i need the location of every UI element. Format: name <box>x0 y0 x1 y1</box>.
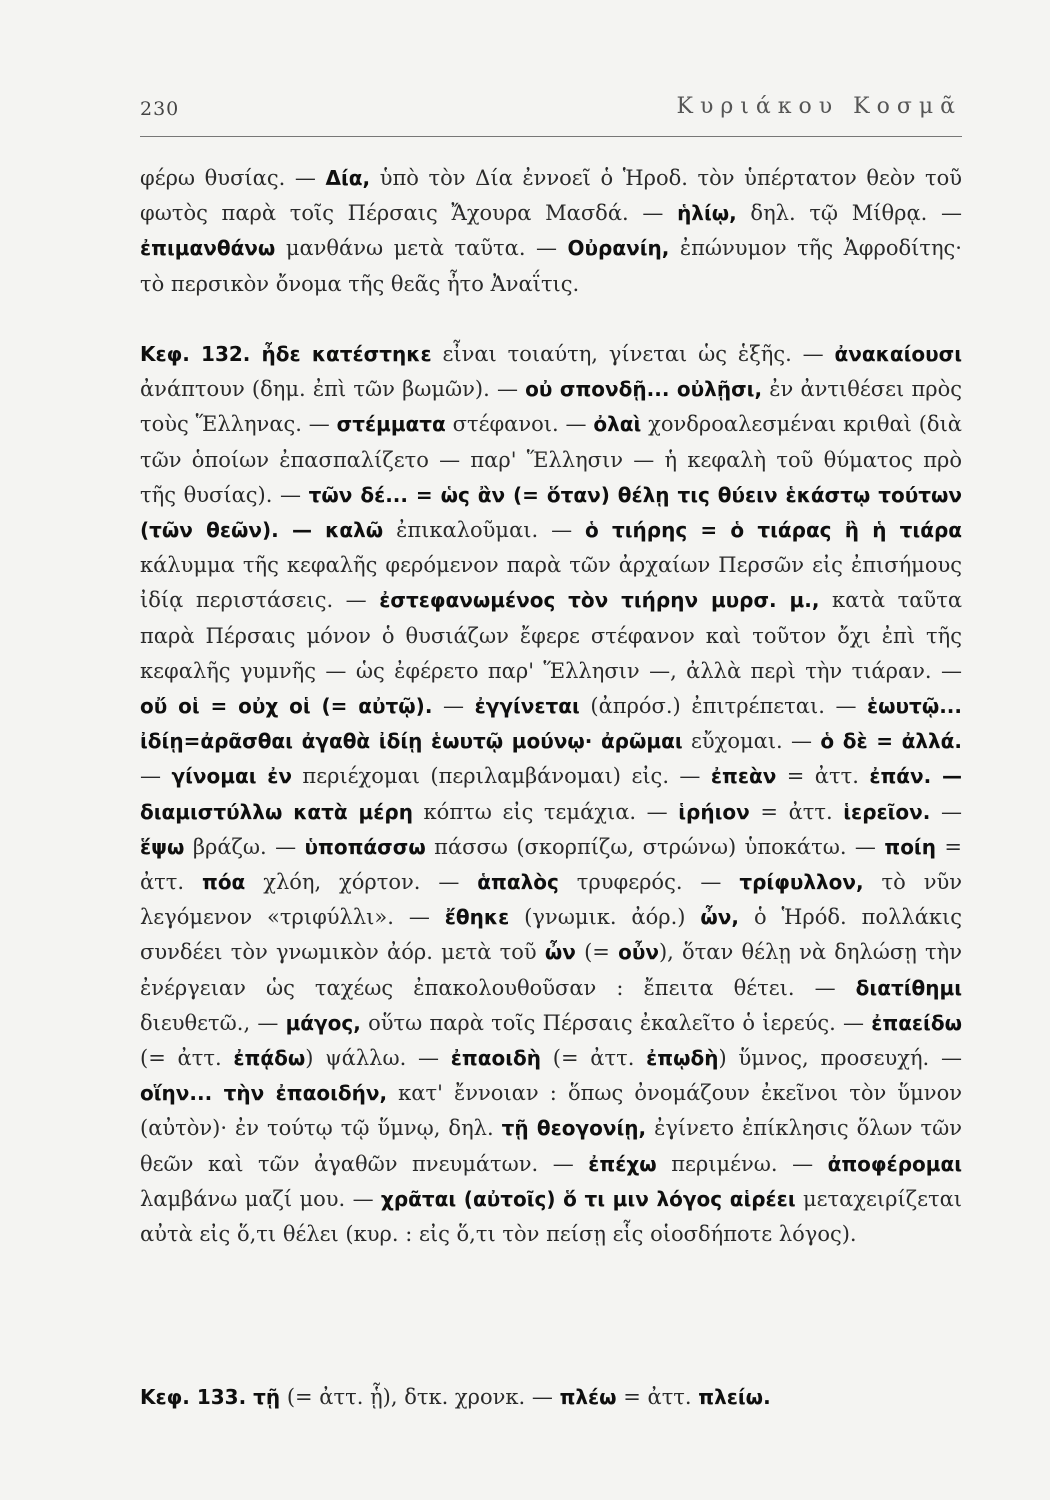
lemma-term: ἐπάν. — διαμιστύλλω κατὰ μέρη <box>140 764 962 824</box>
lemma-term: διατίθημι <box>855 975 962 1000</box>
lemma-term: ἐπέχω <box>588 1151 657 1176</box>
lemma-term: Κεφ. 132. ἦδε κατέστηκε <box>140 342 432 366</box>
lemma-term: στέμματα <box>336 412 446 437</box>
lemma-term: μάγος, <box>285 1010 361 1035</box>
gloss-text: κάλυμμα τῆς κεφαλῆς φερόμενον παρὰ τῶν ἀρχαίων Περσῶν εἰς ἐπισήμους ἰδίᾳ περιστάσεις. — <box>140 553 962 613</box>
lemma-term: ἐπαείδω <box>871 1010 962 1035</box>
lemma-term: ἕψω <box>140 834 185 859</box>
gloss-text: ), ὅταν θέλῃ νὰ δηλώσῃ τὴν ἐνέργειαν ὡς ταχέως ἐπακολουθοῦσαν : ἔπειτα θέτει. — <box>140 940 963 1000</box>
gloss-text: ἐγίνετο ἐπίκλησις ὅλων τῶν θεῶν καὶ τῶν ἀγαθῶν πνευμάτων. — <box>140 1116 962 1176</box>
gloss-text: ὑπὸ τὸν Δία ἐννοεῖ ὁ Ἡροδ. τὸν ὑπέρτατον θεὸν τοῦ φωτὸς παρὰ τοῖς Πέρσαις Ἄχουρα Μασδά. — <box>140 166 962 226</box>
gloss-text: μεταχειρίζεται αὐτὰ εἰς ὅ,τι θέλει (κυρ. : εἰς ὅ,τι τὸν πείσῃ εἷς οἱοσδήποτε λόγος). <box>140 1186 962 1247</box>
gloss-text: ἐπώνυμον τῆς Ἀφροδίτης· τὸ περσικὸν ὄνομα τῆς θεᾶς ἦτο Ἀναΐτις. <box>140 236 962 296</box>
gloss-text: (ἀπρόσ.) ἐπιτρέπεται. — <box>579 694 868 719</box>
gloss-text: φέρω θυσίας. — <box>140 166 326 190</box>
lemma-term: Δία, <box>325 166 371 190</box>
gloss-text: τὸ νῦν λεγόμενον «τριφύλλι». — <box>140 870 962 930</box>
lemma-term: ὦν, <box>700 905 740 930</box>
page-number: 230 <box>140 98 180 120</box>
gloss-text: — <box>432 694 475 719</box>
lemma-term: ἀνακαίουσι <box>834 342 963 366</box>
lemma-term: ὁ τιήρης = ὁ τιάρας ἢ ἡ τιάρα <box>585 518 963 543</box>
gloss-text: ἐν ἀντιθέσει πρὸς τοὺς Ἕλληνας. — <box>140 377 963 437</box>
gloss-text: μανθάνω μετὰ ταῦτα. — <box>275 236 568 261</box>
lemma-term: ἐπεὰν <box>710 764 777 789</box>
running-title: Κυριάκου Κοσμᾶ <box>676 94 962 119</box>
lemma-term: ἐπαοιδὴ <box>450 1046 541 1071</box>
gloss-text: = ἀττ. <box>616 1385 699 1409</box>
gloss-text: εὔχομαι. — <box>682 729 821 754</box>
gloss-text: τρυφερός. — <box>558 870 740 895</box>
gloss-text: κόπτω εἰς τεμάχια. — <box>412 799 679 824</box>
gloss-text: ) ὕμνος, προσευχή. — <box>718 1046 962 1071</box>
gloss-text: στέφανοι. — <box>445 412 594 437</box>
gloss-text: δηλ. τῷ Μίθρᾳ. — <box>736 201 963 226</box>
lemma-term: τρίφυλλον, <box>739 870 864 895</box>
lemma-term: χρᾶται (αὐτοῖς) ὅ τι μιν λόγος αἱρέει <box>380 1186 796 1211</box>
lemma-term: γίνομαι ἐν <box>171 764 292 789</box>
lemma-term: ἐπῳδὴ <box>646 1046 719 1071</box>
commentary-paragraph-1 <box>140 161 962 302</box>
lemma-term: ἁπαλὸς <box>477 870 559 895</box>
gloss-text: (= <box>575 940 619 965</box>
gloss-text: βράζω. — <box>184 834 305 859</box>
lemma-term: ἑωυτῷ... ἰδίῃ=ἀρᾶσθαι ἀγαθὰ ἰδίῃ ἑωυτῷ μούνῳ· ἀρῶμαι <box>140 694 962 754</box>
gloss-text: — <box>140 764 172 789</box>
gloss-text: λαμβάνω μαζί μου. — <box>140 1186 381 1211</box>
lemma-term: ὑποπάσσω <box>304 834 426 859</box>
gloss-text: ) ψάλλω. — <box>305 1046 451 1071</box>
gloss-text: ἀνάπτουν (δημ. ἐπὶ τῶν βωμῶν). — <box>140 377 526 402</box>
gloss-text: πάσσω (σκορπίζω, στρώνω) ὑποκάτω. — <box>425 834 885 859</box>
gloss-text: ὁ Ἡρόδ. πολλάκις συνδέει τὸν γνωμικὸν ἀόρ. μετὰ τοῦ <box>140 905 962 965</box>
lemma-term: τῶν δέ... = ὡς ἂν (= ὅταν) θέλῃ τις θύειν ἑκάστῳ τούτων (τῶν θεῶν). — καλῶ <box>140 482 962 543</box>
lemma-term: ποίη <box>884 834 936 859</box>
lemma-term: ἐστεφανωμένος τὸν τιήρην μυρσ. μ., <box>379 588 820 613</box>
lemma-term: ἔθηκε <box>444 905 510 930</box>
lemma-term: ἐπᾴδω <box>233 1046 306 1071</box>
lemma-term: ὁ δὲ = ἀλλά. <box>820 729 963 754</box>
lemma-term: ἡλίῳ, <box>677 201 737 226</box>
gloss-text: περιέχομαι (περιλαμβάνομαι) εἰς. — <box>291 764 711 789</box>
lemma-term: ὦν <box>544 940 576 965</box>
lemma-term: Κεφ. 133. τῇ <box>140 1385 281 1409</box>
lemma-term: ἐπιμανθάνω <box>140 236 276 261</box>
gloss-text: χονδροαλεσμέναι κριθαὶ (διὰ τῶν ὁποίων ἐπασπαλίζετο — παρ' Ἕλλησιν — ἡ κεφαλὴ τοῦ θύματος πρὸ τῆς θυσίας). — <box>140 412 962 507</box>
lemma-term: οὔ οἱ = οὐχ οἱ (= αὐτῷ). <box>140 694 433 719</box>
lemma-term: οἵην... τὴν ἐπαοιδήν, <box>140 1081 388 1106</box>
gloss-text: = ἀττ. <box>140 834 962 895</box>
gloss-text: = ἀττ. <box>776 764 870 789</box>
lemma-term: οὖν <box>618 940 659 965</box>
commentary-paragraph-chapter-132 <box>140 337 962 1252</box>
lemma-term: ἱερεῖον. <box>843 799 931 824</box>
gloss-text: περιμένω. — <box>656 1151 828 1176</box>
gloss-text: εἶναι τοιαύτη, γίνεται ὡς ἑξῆς. — <box>431 342 835 366</box>
gloss-text: οὕτω παρὰ τοῖς Πέρσαις ἐκαλεῖτο ὁ ἱερεύς. — <box>360 1010 872 1035</box>
lemma-term: πλείω. <box>698 1385 771 1409</box>
running-head <box>140 92 962 132</box>
gloss-text: κατ' ἔννοιαν : ὅπως ὀνομάζουν ἐκεῖνοι τὸν ὕμνον (αὐτὸν)· ἐν τούτῳ τῷ ὕμνῳ, δηλ. <box>140 1081 962 1141</box>
gloss-text: = ἀττ. <box>749 799 844 824</box>
gloss-text: κατὰ ταῦτα παρὰ Πέρσαις μόνον ὁ θυσιάζων ἔφερε στέφανον καὶ τοῦτον ὄχι ἐπὶ τῆς κεφαλῆς γυμνῆς — ὡς ἐφέρετο παρ' Ἕλλησιν —, ἀλλὰ περὶ τὴν τιάραν. — <box>140 588 963 683</box>
header-rule <box>140 136 962 137</box>
gloss-text: (= ἀττ. <box>541 1046 647 1071</box>
gloss-text: ἐπικαλοῦμαι. — <box>383 518 586 543</box>
lemma-term: τῇ θεογονίῃ, <box>501 1116 647 1141</box>
lemma-term: ὀλαὶ <box>593 412 642 437</box>
lemma-term: ἀποφέρομαι <box>827 1151 962 1176</box>
lemma-term: πόα <box>202 870 246 895</box>
gloss-text: (= ἀττ. ᾗ), δτκ. χρονκ. — <box>280 1385 560 1409</box>
gloss-text: διευθετῶ., — <box>140 1010 286 1035</box>
commentary-paragraph-chapter-133 <box>140 1380 962 1415</box>
gloss-text: χλόη, χόρτον. — <box>245 870 478 895</box>
lemma-term: ἐγγίνεται <box>474 694 580 719</box>
gloss-text: (γνωμικ. ἀόρ.) <box>509 905 701 930</box>
lemma-term: Οὐρανίη, <box>567 236 670 261</box>
lemma-term: οὐ σπονδῇ... οὐλῇσι, <box>525 377 763 402</box>
gloss-text: (= ἀττ. <box>140 1046 234 1071</box>
gloss-text: — <box>930 799 963 824</box>
lemma-term: πλέω <box>559 1385 617 1409</box>
lemma-term: ἱρήιον <box>678 799 750 824</box>
